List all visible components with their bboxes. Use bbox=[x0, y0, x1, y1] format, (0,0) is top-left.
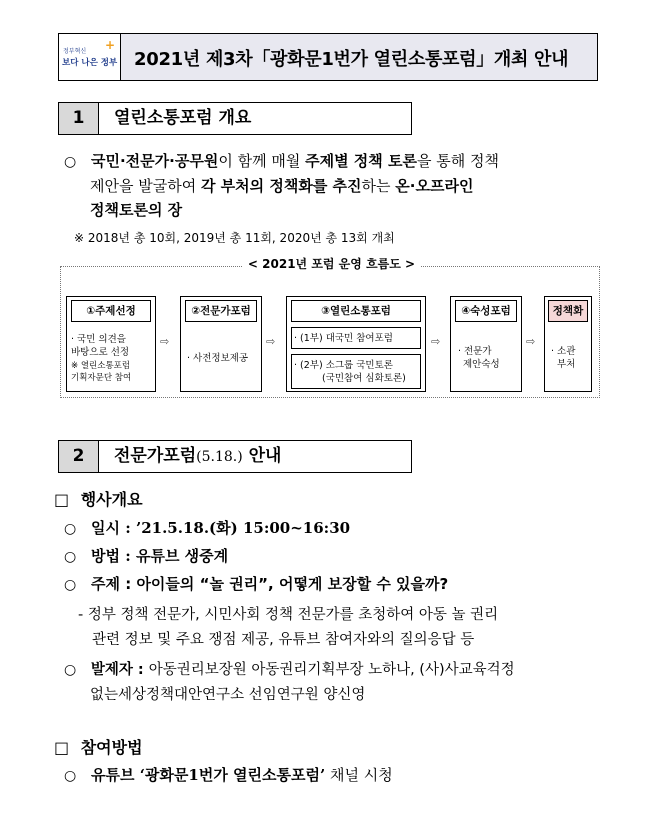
body-text: 제안을 발굴하여 bbox=[90, 177, 201, 195]
section-2-title-text: 전문가포럼 bbox=[114, 446, 197, 466]
presenter-label: 발제자 : bbox=[90, 662, 149, 678]
flow-substep-part-1 bbox=[291, 327, 421, 349]
flow-step-text: (국민참여 심화토론) bbox=[322, 373, 406, 384]
document-title: 2021년 제3차「광화문1번가 열린소통포럼」개최 안내 bbox=[134, 49, 569, 70]
event-description-line-1: - 정부 정책 전문가, 시민사회 정책 전문가를 초청하여 아동 놀 권리 bbox=[78, 607, 499, 623]
event-description-line-2: 관련 정보 및 주요 쟁점 제공, 유튜브 참여자와의 질의응답 등 bbox=[92, 632, 475, 648]
event-topic-value: 아이들의 “놀 권리”, 어떻게 보장할 수 있을까? bbox=[136, 575, 449, 593]
flow-diagram-title bbox=[0, 255, 663, 272]
section-1-header bbox=[58, 102, 412, 135]
flow-step-heading: ①주제선정 bbox=[71, 300, 151, 322]
section-1-line-2 bbox=[90, 175, 473, 197]
presenter-line-2: 없는세상정책대안연구소 선임연구원 양신영 bbox=[90, 687, 366, 703]
flow-step-text: · (1부) 대국민 참여포럼 bbox=[294, 333, 393, 344]
flow-step-topic-selection bbox=[66, 296, 156, 392]
presenter-line-1 bbox=[64, 659, 515, 681]
circle-bullet: ○ bbox=[64, 521, 77, 537]
logo-plus-icon: + bbox=[105, 38, 116, 52]
event-topic-line bbox=[64, 573, 448, 596]
square-bullet: □ bbox=[54, 490, 70, 509]
flow-step-text: 부처 bbox=[557, 359, 576, 370]
logo-text: 보다 나은 정부 bbox=[62, 58, 118, 68]
event-method-label: 방법 : bbox=[91, 547, 136, 565]
section-1-title: 열린소통포럼 개요 bbox=[114, 108, 252, 128]
flow-step-text: · 국민 의견을 bbox=[71, 334, 126, 345]
body-text: 이 함께 매월 bbox=[218, 152, 306, 170]
body-text: 을 통해 정책 bbox=[416, 152, 499, 170]
arrow-right-icon: ⇨ bbox=[431, 335, 441, 348]
event-topic-label: 주제 : bbox=[91, 575, 137, 593]
section-2-header bbox=[58, 440, 412, 473]
youtube-label: 유튜브 bbox=[91, 766, 140, 784]
arrow-right-icon: ⇨ bbox=[266, 335, 276, 348]
body-text: 하는 bbox=[361, 177, 396, 195]
flow-step-text: · 사전정보제공 bbox=[187, 353, 249, 364]
section-2-number: 2 bbox=[59, 441, 99, 472]
flow-step-text: 제안숙성 bbox=[463, 359, 500, 370]
event-method-line bbox=[64, 545, 228, 568]
youtube-tail: 채널 시청 bbox=[325, 766, 393, 784]
government-logo bbox=[59, 34, 121, 80]
circle-bullet: ○ bbox=[64, 154, 77, 170]
flow-step-text: · (2부) 소그룹 국민토론 bbox=[294, 360, 393, 371]
event-date-value: ’21.5.18.(화) 15:00~16:30 bbox=[135, 519, 351, 537]
youtube-channel-name: ‘광화문1번가 열린소통포럼’ bbox=[139, 766, 326, 784]
flow-step-text: · 전문가 bbox=[458, 346, 492, 357]
flow-step-text: · 소관 bbox=[551, 346, 576, 357]
flow-step-expert-forum bbox=[180, 296, 262, 392]
section-1-line-3: 정책토론의 장 bbox=[90, 201, 183, 219]
youtube-channel-line bbox=[64, 764, 393, 787]
event-overview-heading bbox=[54, 489, 143, 511]
participation-label: 참여방법 bbox=[80, 738, 143, 757]
circle-bullet: ○ bbox=[64, 577, 77, 593]
flow-step-heading: ③열린소통포럼 bbox=[291, 300, 421, 322]
document-header bbox=[58, 33, 598, 81]
presenter-value: 아동권리보장원 아동권리기획부장 노하나, (사)사교육걱정 bbox=[148, 662, 515, 678]
circle-bullet: ○ bbox=[64, 768, 77, 784]
logo-subtext: 정부혁신 bbox=[63, 48, 87, 55]
flow-step-text: ※ 열린소통포럼 bbox=[71, 361, 131, 371]
circle-bullet: ○ bbox=[64, 549, 77, 565]
event-overview-label: 행사개요 bbox=[80, 490, 143, 509]
emphasis-text: 온·오프라인 bbox=[395, 177, 474, 195]
section-1-number: 1 bbox=[59, 103, 99, 134]
flow-step-heading: 정책화 bbox=[548, 300, 588, 322]
flow-step-policy bbox=[544, 296, 592, 392]
emphasis-text: 주제별 정책 토론 bbox=[305, 152, 417, 170]
flow-step-text: 기획자문단 참여 bbox=[71, 373, 132, 383]
arrow-right-icon: ⇨ bbox=[160, 335, 170, 348]
square-bullet: □ bbox=[54, 738, 70, 757]
section-2-title-tail: 안내 bbox=[242, 446, 282, 466]
event-date-label: 일시 : bbox=[91, 519, 136, 537]
event-date-line bbox=[64, 517, 350, 540]
flow-step-text: 바탕으로 선정 bbox=[71, 347, 130, 358]
participation-heading bbox=[54, 737, 143, 759]
emphasis-text: 각 부처의 정책화를 추진 bbox=[200, 177, 362, 195]
arrow-right-icon: ⇨ bbox=[526, 335, 536, 348]
section-1-line-1 bbox=[64, 150, 499, 173]
flow-title-text: < 2021년 포럼 운영 흐름도 > bbox=[242, 257, 421, 271]
flow-step-maturing-forum bbox=[450, 296, 522, 392]
flow-step-heading: ④숙성포럼 bbox=[455, 300, 517, 322]
flow-step-heading: ②전문가포럼 bbox=[185, 300, 257, 322]
flow-step-open-forum bbox=[286, 296, 426, 392]
circle-bullet: ○ bbox=[64, 662, 77, 678]
history-note: ※ 2018년 총 10회, 2019년 총 11회, 2020년 총 13회 개최 bbox=[74, 231, 395, 245]
flow-substep-part-2 bbox=[291, 354, 421, 389]
section-2-title bbox=[114, 441, 281, 473]
section-2-date: (5.18.) bbox=[196, 449, 243, 465]
event-method-value: 유튜브 생중계 bbox=[135, 547, 229, 565]
emphasis-text: 국민·전문가·공무원 bbox=[91, 152, 219, 170]
